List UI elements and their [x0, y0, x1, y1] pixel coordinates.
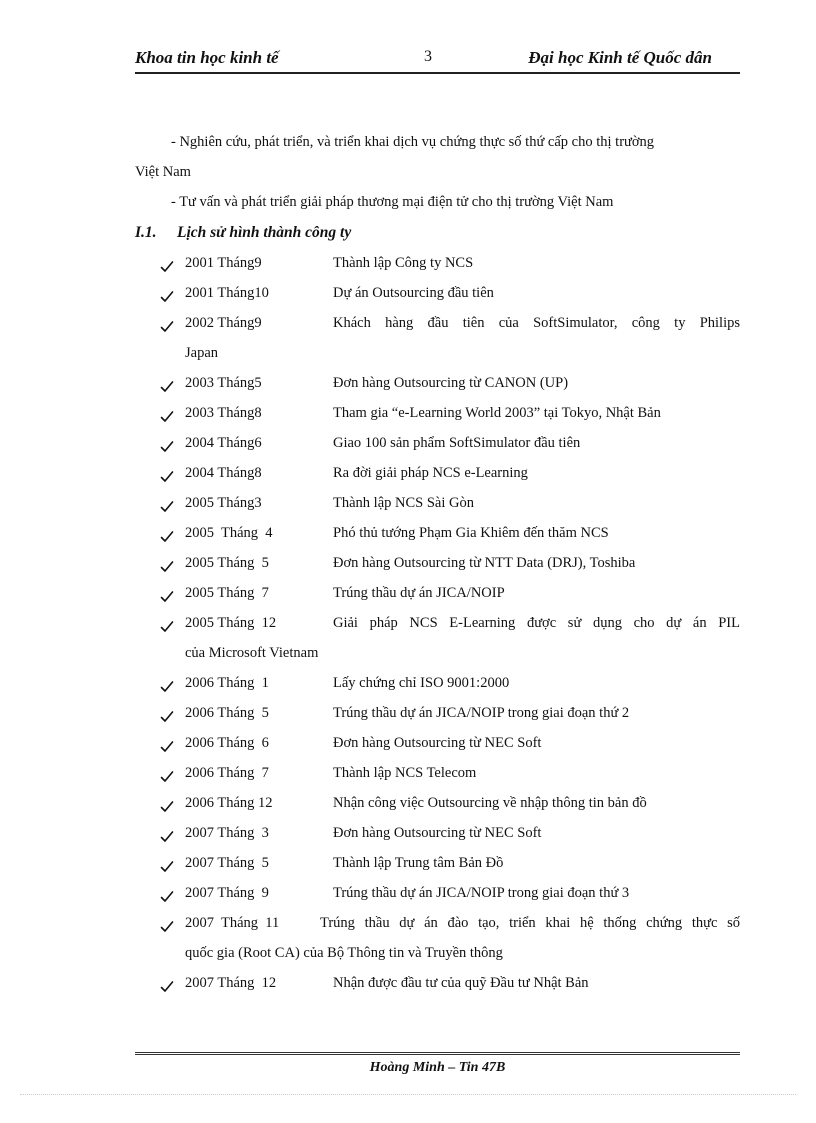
timeline-date: 2004 Tháng6: [185, 435, 262, 451]
timeline-item: [160, 788, 740, 818]
timeline-date: 2005 Tháng 12: [185, 615, 277, 631]
timeline-event: Khách hàng đầu tiên của SoftSimulator, công ty Philips: [333, 315, 740, 331]
timeline-item: [160, 608, 740, 668]
timeline-item: [160, 488, 740, 518]
timeline-item: [160, 698, 740, 728]
timeline-date: 2001 Tháng9: [185, 255, 262, 271]
timeline-date: 2005 Tháng 5: [185, 555, 269, 571]
header-university: Đại học Kinh tế Quốc dân: [528, 48, 712, 67]
timeline-event: Thành lập NCS Sài Gòn: [333, 495, 474, 511]
timeline-date: 2001 Tháng10: [185, 285, 269, 301]
timeline-event: Ra đời giải pháp NCS e-Learning: [333, 465, 528, 481]
timeline-item: [160, 308, 740, 368]
timeline-date: 2006 Tháng 1: [185, 675, 269, 691]
timeline-date: 2006 Tháng 6: [185, 735, 269, 751]
section-title: Lịch sử hình thành công ty: [177, 224, 352, 241]
timeline-item: [160, 908, 740, 968]
timeline-date: 2003 Tháng5: [185, 375, 262, 391]
timeline-event: Đơn hàng Outsourcing từ NEC Soft: [333, 825, 542, 841]
timeline-item: [160, 428, 740, 458]
timeline-item: [160, 668, 740, 698]
timeline-event: Thành lập NCS Telecom: [333, 765, 477, 781]
timeline-date: 2007 Tháng 9: [185, 885, 269, 901]
timeline-event: Tham gia “e-Learning World 2003” tại Tokyo, Nhật Bản: [333, 405, 661, 421]
checkmark-icon: [160, 615, 178, 645]
timeline-date: 2007 Tháng 3: [185, 825, 269, 841]
timeline-item: [160, 278, 740, 308]
timeline-date: 2005 Tháng 7: [185, 585, 269, 601]
footer-author: Hoàng Minh – Tin 47B: [369, 1060, 506, 1075]
timeline-event: Trúng thầu dự án JICA/NOIP trong giai đoạn thứ 2: [333, 705, 630, 721]
timeline-date: 2003 Tháng8: [185, 405, 262, 421]
timeline-event: Phó thủ tướng Phạm Gia Khiêm đến thăm NCS: [333, 525, 609, 541]
page-header: [135, 48, 740, 74]
timeline-event-continuation: của Microsoft Vietnam: [185, 645, 319, 661]
header-faculty: Khoa tin học kinh tế: [135, 48, 279, 67]
timeline-date: 2004 Tháng8: [185, 465, 262, 481]
timeline-item: [160, 968, 740, 998]
timeline-event-continuation: quốc gia (Root CA) của Bộ Thông tin và Truyền thông: [185, 945, 503, 961]
timeline-item: [160, 548, 740, 578]
timeline-event: Nhận công việc Outsourcing về nhập thông tin bản đồ: [333, 795, 647, 811]
timeline-event: Lấy chứng chỉ ISO 9001:2000: [333, 675, 510, 691]
timeline-item: [160, 458, 740, 488]
section-number: I.1.: [135, 224, 157, 241]
timeline-event: Đơn hàng Outsourcing từ NEC Soft: [333, 735, 542, 751]
timeline-event: Đơn hàng Outsourcing từ CANON (UP): [333, 375, 569, 391]
timeline-event: Thành lập Công ty NCS: [333, 255, 474, 271]
timeline-event: Trúng thầu dự án JICA/NOIP trong giai đoạn thứ 3: [333, 885, 630, 901]
checkmark-icon: [160, 315, 178, 345]
timeline-date: 2006 Tháng 7: [185, 765, 269, 781]
timeline-event: Thành lập Trung tâm Bản Đồ: [333, 855, 504, 871]
timeline-date: 2007 Tháng 11: [185, 915, 280, 931]
intro-line-1-cont: Việt Nam: [135, 164, 191, 180]
timeline-item: [160, 248, 740, 278]
page-number: 3: [424, 48, 432, 65]
timeline-event: Đơn hàng Outsourcing từ NTT Data (DRJ), Toshiba: [333, 555, 636, 571]
timeline-item: [160, 368, 740, 398]
timeline-event: Dự án Outsourcing đầu tiên: [333, 285, 494, 301]
checkmark-icon: [160, 975, 178, 1005]
page-footer: [135, 1052, 740, 1076]
intro-line-1: - Nghiên cứu, phát triển, và triển khai dịch vụ chứng thực số thứ cấp cho thị trường: [171, 134, 655, 150]
timeline-item: [160, 758, 740, 788]
timeline-item: [160, 878, 740, 908]
page-bottom-dotted-line: [20, 1094, 796, 1095]
checkmark-icon: [160, 915, 178, 945]
timeline-event: Trúng thầu dự án đào tạo, triển khai hệ thống chứng thực số: [320, 915, 740, 931]
timeline-item: [160, 818, 740, 848]
timeline-date: 2007 Tháng 5: [185, 855, 269, 871]
timeline-event: Nhận được đầu tư của quỹ Đầu tư Nhật Bản: [333, 975, 589, 991]
timeline-date: 2005 Tháng3: [185, 495, 262, 511]
timeline-item: [160, 848, 740, 878]
timeline-event: Trúng thầu dự án JICA/NOIP: [333, 585, 505, 601]
section-heading: [135, 221, 351, 245]
timeline-date: 2006 Tháng 12: [185, 795, 273, 811]
timeline-date: 2006 Tháng 5: [185, 705, 269, 721]
timeline-item: [160, 398, 740, 428]
timeline-event: Giải pháp NCS E-Learning được sử dụng cho dự án PIL: [333, 615, 740, 631]
timeline-event: Giao 100 sản phẩm SoftSimulator đầu tiên: [333, 435, 581, 451]
timeline-date: 2007 Tháng 12: [185, 975, 277, 991]
intro-paragraph-2: - Tư vấn và phát triển giải pháp thương mại điện tử cho thị trường Việt Nam: [171, 194, 614, 210]
timeline-item: [160, 518, 740, 548]
timeline-event-continuation: Japan: [185, 345, 219, 361]
timeline-date: 2005 Tháng 4: [185, 525, 273, 541]
timeline-item: [160, 728, 740, 758]
timeline-date: 2002 Tháng9: [185, 315, 262, 331]
timeline-item: [160, 578, 740, 608]
intro-paragraph-1: [135, 127, 740, 187]
